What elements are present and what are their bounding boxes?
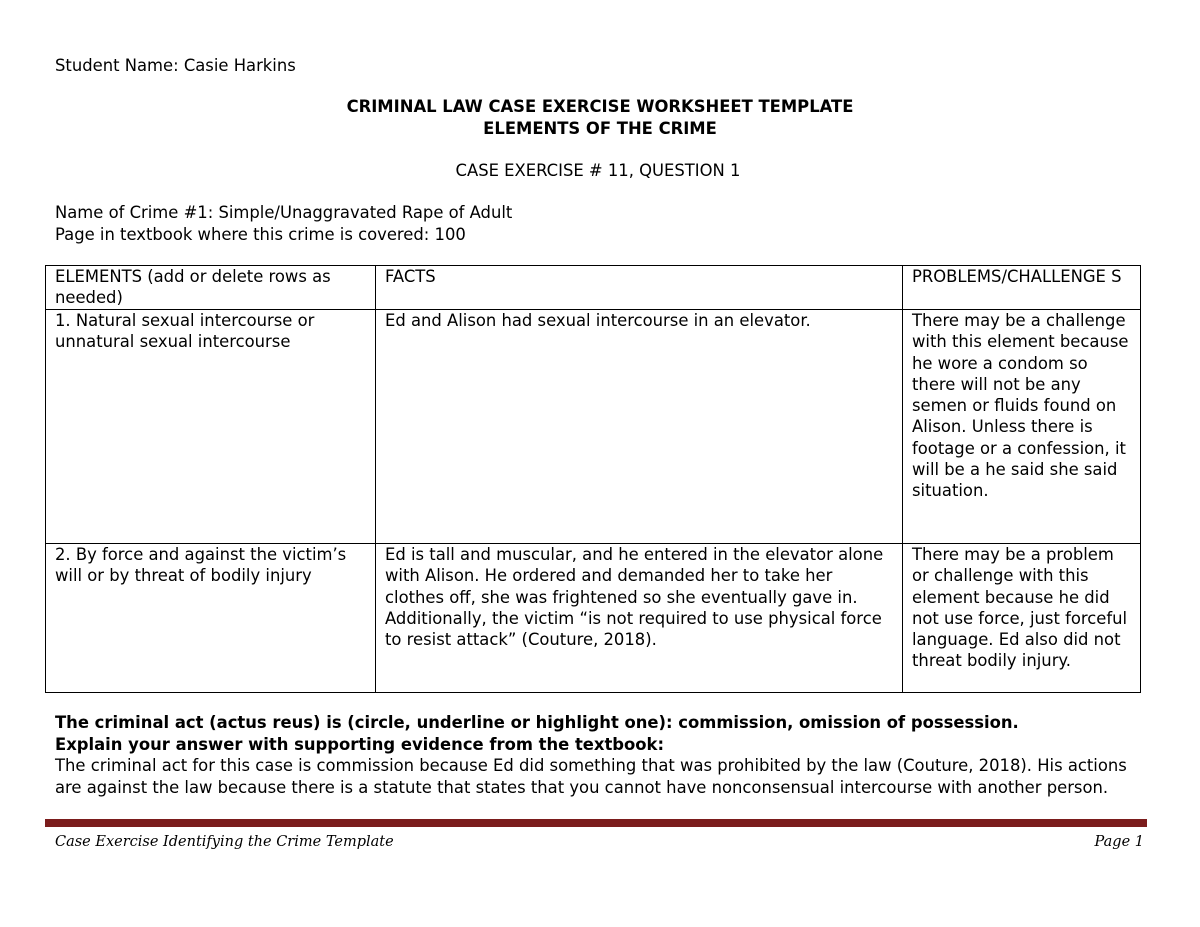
element-cell: 2. By force and against the victim’s will or by threat of bodily injury — [46, 544, 376, 693]
worksheet-title — [0, 96, 1200, 139]
textbook-page: Page in textbook where this crime is covered: 100 — [55, 224, 466, 244]
header-facts: FACTS — [376, 266, 903, 310]
case-exercise-label: CASE EXERCISE # 11, QUESTION 1 — [455, 161, 741, 180]
criminal-act-section — [55, 712, 1155, 798]
table-header-row — [46, 266, 1141, 310]
criminal-act-prompt: The criminal act (actus reus) is (circle, underline or highlight one): commission, omission of possession. — [55, 713, 1019, 732]
table-row — [46, 544, 1141, 693]
header-problems: PROBLEMS/CHALLENGE S — [903, 266, 1141, 310]
problems-cell: There may be a problem or challenge with this element because he did not use force, just forceful language. Ed also did not threat bodily injury. — [903, 544, 1141, 693]
facts-cell: Ed is tall and muscular, and he entered in the elevator alone with Alison. He ordered and demanded her to take her clothes off, she was frightened so she eventually gave in. Additionally, the victim “is not required to use physical force to resist attack” (Couture, 2018). — [376, 544, 903, 693]
facts-cell: Ed and Alison had sexual intercourse in an elevator. — [376, 310, 903, 544]
title-line-1: CRIMINAL LAW CASE EXERCISE WORKSHEET TEMPLATE — [346, 97, 854, 116]
title-line-2: ELEMENTS OF THE CRIME — [483, 118, 717, 138]
element-cell: 1. Natural sexual intercourse or unnatural sexual intercourse — [46, 310, 376, 544]
table-row — [46, 310, 1141, 544]
problems-cell: There may be a challenge with this element because he wore a condom so there will not be any semen or fluids found on Alison. Unless there is footage or a confession, it will be a he said she said situation. — [903, 310, 1141, 544]
elements-table — [45, 265, 1141, 693]
crime-name: Name of Crime #1: Simple/Unaggravated Rape of Adult — [55, 203, 513, 222]
criminal-act-answer: The criminal act for this case is commission because Ed did something that was prohibited by the law (Couture, 2018). His actions are against the law because there is a statute that states that you cannot have nonconsensual intercourse with another person. — [55, 756, 1127, 797]
crime-info — [55, 202, 512, 245]
footer-divider — [45, 819, 1147, 827]
header-elements: ELEMENTS (add or delete rows as needed) — [46, 266, 376, 310]
student-name: Student Name: Casie Harkins — [55, 56, 296, 75]
criminal-act-instruction: Explain your answer with supporting evidence from the textbook: — [55, 734, 665, 754]
footer-title: Case Exercise Identifying the Crime Template — [55, 834, 394, 850]
page-number: Page 1 — [1094, 834, 1144, 850]
